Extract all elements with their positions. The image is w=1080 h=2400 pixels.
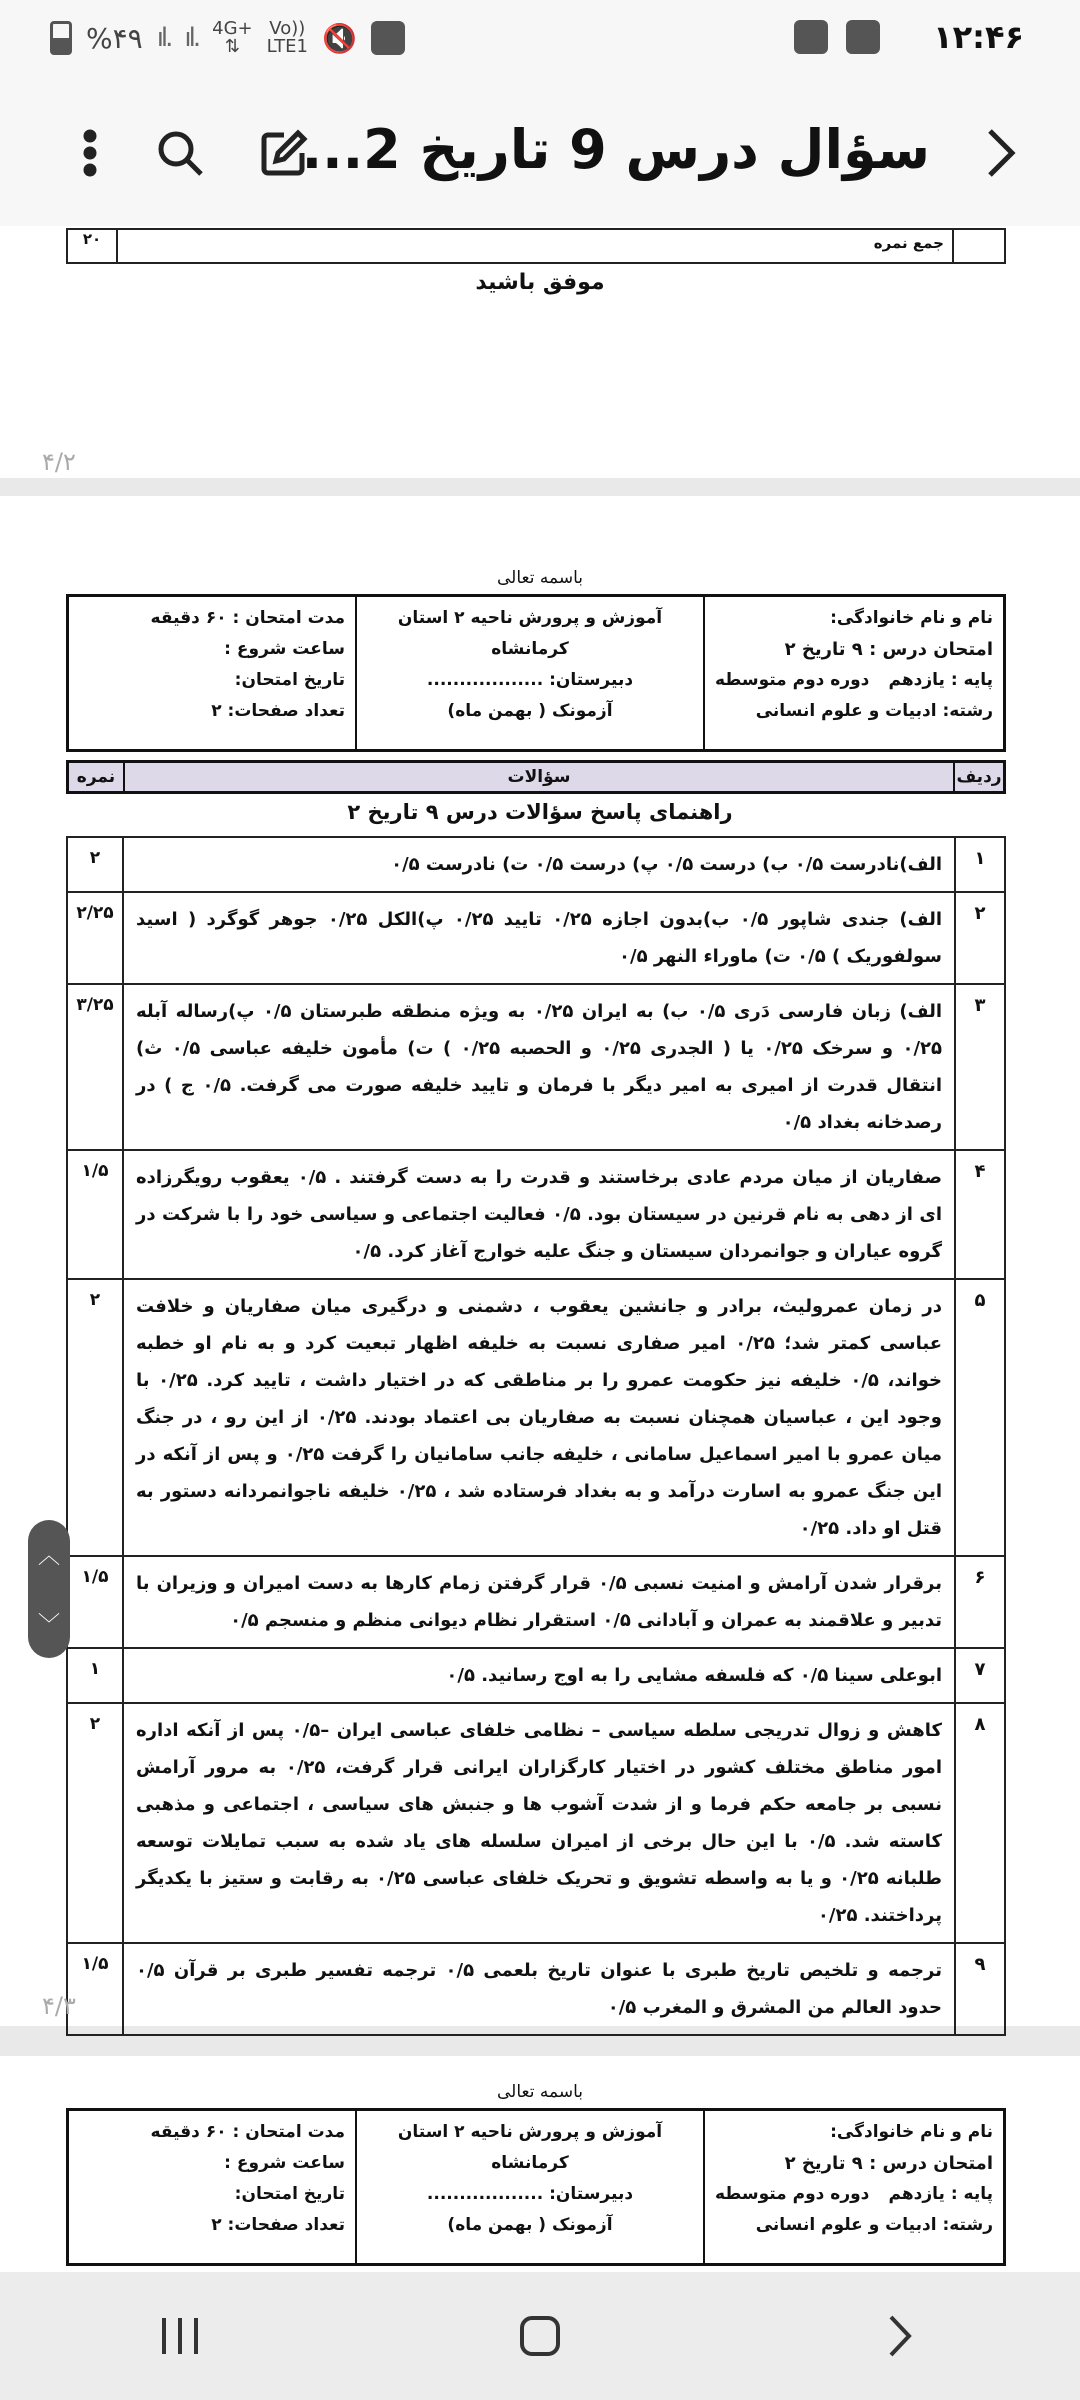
pages-label: تعداد صفحات: ۲: [211, 2215, 345, 2235]
grade-label: پایه : یازدهم: [888, 2184, 993, 2204]
answer-score: ۲: [89, 848, 101, 868]
answers-table: [66, 836, 1006, 2036]
start-label: ساعت شروع :: [224, 639, 345, 659]
answer-number: ۳: [954, 985, 1004, 1149]
answer-score: ۱/۵: [81, 1954, 109, 1974]
test-label: آزمونک ( بهمن ماه): [447, 701, 613, 721]
grade-label: پایه : یازدهم: [888, 670, 993, 690]
app-notification-icon: [371, 21, 405, 55]
duration-label: مدت امتحان : ۶۰ دقیقه: [150, 2122, 345, 2142]
field-label: رشته: ادبیات و علوم انسانی: [755, 701, 993, 721]
answer-score: ۱: [89, 1659, 101, 1679]
back-icon[interactable]: [968, 118, 1032, 188]
pages-label: تعداد صفحات: ۲: [211, 701, 345, 721]
school-label: دبیرستان: ..................: [426, 670, 634, 690]
answer-text: کاهش و زوال تدریجی سلطه سیاسی – نظامی خلفای عباسی ایران –۰/۵ پس از آنکه اداره امور مناطق مختلف کشور در اختیار کارگزاران ایرانی قرار گرفت، ۰/۲۵ به مرور آرامش نسبی بر جامعه حکم فرما و از شدت آشوب ها و جنبش های سیاسی ، اجتماعی و مذهبی کاسته شد. ۰/۵ با این حال برخی از امیران سلسله های یاد شده به سبب تمایلات توسعه طلبانه ۰/۲۵ و یا به واسطه تشویق و تحریک خلفای عباسی ۰/۲۵ به رقابت و ستیز با یکدیگر پرداختند. ۰/۲۵: [122, 1704, 954, 1942]
signal-icon: ıl.: [156, 23, 171, 53]
school-label: دبیرستان: ..................: [426, 2184, 634, 2204]
battery-percent: %۴۹: [86, 21, 143, 55]
answer-row: [66, 1151, 1006, 1280]
status-bar: [0, 0, 1080, 78]
date-label: تاریخ امتحان:: [234, 670, 345, 690]
chevron-down-icon: ﹀: [37, 1613, 60, 1638]
answer-number: ۸: [954, 1704, 1004, 1942]
back-button[interactable]: [830, 2296, 970, 2376]
search-icon[interactable]: [148, 118, 212, 188]
answer-row: [66, 1280, 1006, 1557]
answer-number: ۲: [954, 893, 1004, 983]
status-left: [50, 20, 405, 56]
answer-number: ۷: [954, 1649, 1004, 1702]
exam-label: امتحان درس : ۹ تاریخ ۲: [784, 2153, 993, 2174]
answer-row: [66, 1557, 1006, 1649]
recent-apps-button[interactable]: [110, 2296, 250, 2376]
network-type: 4G+ ⇅: [212, 18, 253, 57]
chevron-up-icon: ︿: [37, 1544, 60, 1569]
page-number-3: ۴/۳: [42, 1992, 76, 2020]
start-label: ساعت شروع :: [224, 2153, 345, 2173]
total-score-row: [66, 228, 1006, 264]
page-4-head: [0, 2056, 1080, 2276]
answer-number: ۱: [954, 838, 1004, 891]
good-luck-text: موفق باشید: [475, 270, 605, 295]
answer-row: [66, 1704, 1006, 1944]
exam-header: [66, 594, 1006, 752]
clock: ۱۲:۴۶: [933, 18, 1024, 56]
bismillah: باسمه تعالی: [497, 2082, 583, 2102]
name-label: نام و نام خانوادگی:: [830, 608, 993, 628]
col-row: ردیف: [953, 763, 1003, 791]
page-3: [0, 496, 1080, 2026]
answer-row: [66, 1649, 1006, 1704]
total-value: ۲۰: [67, 229, 117, 263]
org-label: آموزش و پرورش ناحیه ۲ استان کرمانشاه: [397, 2122, 663, 2173]
name-label: نام و نام خانوادگی:: [830, 2122, 993, 2142]
document-title: سؤال درس 9 تاریخ 2...: [301, 118, 930, 181]
answer-score: ۲/۲۵: [76, 903, 114, 923]
duration-label: مدت امتحان : ۶۰ دقیقه: [150, 608, 345, 628]
answer-text: الف) جندی شاپور ۰/۵ ب)بدون اجازه ۰/۲۵ تایید ۰/۲۵ پ)الکل ۰/۲۵ جوهر گوگرد ( اسید سولفوریک ) ۰/۵ ت) ماوراء النهر ۰/۵: [122, 893, 954, 983]
period-label: دوره دوم متوسطه: [715, 670, 870, 690]
toolbar: [0, 78, 1080, 226]
field-label: رشته: ادبیات و علوم انسانی: [755, 2215, 993, 2235]
answer-number: ۶: [954, 1557, 1004, 1647]
page-2-tail: [0, 226, 1080, 478]
answer-text: ابوعلی سینا ۰/۵ که فلسفه مشایی را به اوج رسانید. ۰/۵: [122, 1649, 954, 1702]
total-label: جمع نمره: [117, 229, 953, 263]
answer-text: برقرار شدن آرامش و امنیت نسبی ۰/۵ قرار گرفتن زمام کارها به دست امیران و وزیران با تدبیر و علاقمند به عمران و آبادانی ۰/۵ استقرار نظام دیوانی منظم و منسجم ۰/۵: [122, 1557, 954, 1647]
col-questions: سؤالات: [123, 763, 953, 791]
answer-number: ۴: [954, 1151, 1004, 1278]
more-options-icon[interactable]: [58, 118, 122, 188]
answer-row: [66, 1944, 1006, 2036]
answer-text: در زمان عمرولیث، برادر و جانشین یعقوب ، دشمنی و درگیری میان صفاریان و خلافت عباسی کمتر شد؛ ۰/۲۵ امیر صفاری نسبت به خلیفه اظهار تبعیت کرد و به نام او خطبه خواند، ۰/۵ خلیفه نیز حکومت عمرو را بر مناطقی که در اختیار داشت ، تایید کرد. ۰/۲۵ با وجود این ، عباسیان همچنان نسبت به صفاریان بی اعتماد بودند. ۰/۲۵ از این رو ، در جنگ میان عمرو با امیر اسماعیل سامانی ، خلیفه جانب سامانیان را گرفت ۰/۲۵ و پس از آنکه در این جنگ عمرو به اسارت درآمد و به بغداد فرستاده شد ، ۰/۲۵ خلیفه ناجوانمردانه دستور به قتل او داد. ۰/۲۵: [122, 1280, 954, 1555]
header-student-col: [703, 597, 1003, 749]
questions-column-header: [66, 760, 1006, 794]
answer-text: الف)نادرست ۰/۵ ب) درست ۰/۵ پ) درست ۰/۵ ت) نادرست ۰/۵: [122, 838, 954, 891]
answer-score: ۱/۵: [81, 1567, 109, 1587]
header-exam-info-col: [69, 597, 355, 749]
mute-icon: 🔇: [321, 21, 357, 55]
home-button[interactable]: [470, 2296, 610, 2376]
signal-icon-2: ıl.: [184, 23, 199, 53]
answer-text: الف) زبان فارسی دَری ۰/۵ ب) به ایران ۰/۲۵ به ویژه منطقه طبرستان ۰/۵ پ)رساله آبله ۰/۲۵ و سرخک ۰/۲۵ یا ( الجدری ۰/۲۵ و الحصبه ۰/۲۵ ) ت) مأمون خلیفه عباسی ۰/۵ ث) انتقال قدرت از امیری به امیر دیگر با فرمان و تایید خلیفه صورت می گرفت. ۰/۵ ج ) در رصدخانه بغداد ۰/۵: [122, 985, 954, 1149]
document-viewer[interactable]: [0, 226, 1080, 2272]
answer-row: [66, 838, 1006, 893]
navigation-bar: [0, 2272, 1080, 2400]
period-label: دوره دوم متوسطه: [715, 2184, 870, 2204]
answer-score: ۳/۲۵: [76, 995, 114, 1015]
bismillah: باسمه تعالی: [497, 568, 583, 588]
gallery-icon: [846, 20, 880, 54]
fast-scroll-handle[interactable]: [28, 1520, 70, 1658]
battery-icon: [50, 21, 72, 55]
answer-score: ۱/۵: [81, 1161, 109, 1181]
exam-header: [66, 2108, 1006, 2266]
page-number-2: ۴/۲: [42, 448, 76, 476]
date-label: تاریخ امتحان:: [234, 2184, 345, 2204]
answer-number: ۹: [954, 1944, 1004, 2034]
answer-score: ۲: [89, 1714, 101, 1734]
answer-score: ۲: [89, 1290, 101, 1310]
answer-row: [66, 985, 1006, 1151]
answer-row: [66, 893, 1006, 985]
answer-text: صفاریان از میان مردم عادی برخاستند و قدرت را به دست گرفتند . ۰/۵ یعقوب رویگرزاده ای از دهی به نام قرنین در سیستان بود. ۰/۵ فعالیت اجتماعی و سیاسی خود را با شرکت در گروه عیاران و جوانمردان سیستان و جنگ علیه خوارج آغاز کرد. ۰/۵: [122, 1151, 954, 1278]
answer-number: ۵: [954, 1280, 1004, 1555]
col-score: نمره: [76, 767, 116, 787]
header-org-col: [355, 597, 703, 749]
download-icon: [794, 20, 828, 54]
volte-indicator: Vo)) LTE1: [266, 18, 308, 57]
answer-text: ترجمه و تلخیص تاریخ طبری با عنوان تاریخ بلعمی ۰/۵ ترجمه تفسیر طبری بر قرآن ۰/۵ حدود العالم من المشرق و المغرب ۰/۵: [122, 1944, 954, 2034]
org-label: آموزش و پرورش ناحیه ۲ استان کرمانشاه: [397, 608, 663, 659]
test-label: آزمونک ( بهمن ماه): [447, 2215, 613, 2235]
exam-label: امتحان درس : ۹ تاریخ ۲: [784, 639, 993, 660]
status-right-icons: [794, 20, 880, 54]
answer-key-title: راهنمای پاسخ سؤالات درس ۹ تاریخ ۲: [347, 800, 733, 824]
